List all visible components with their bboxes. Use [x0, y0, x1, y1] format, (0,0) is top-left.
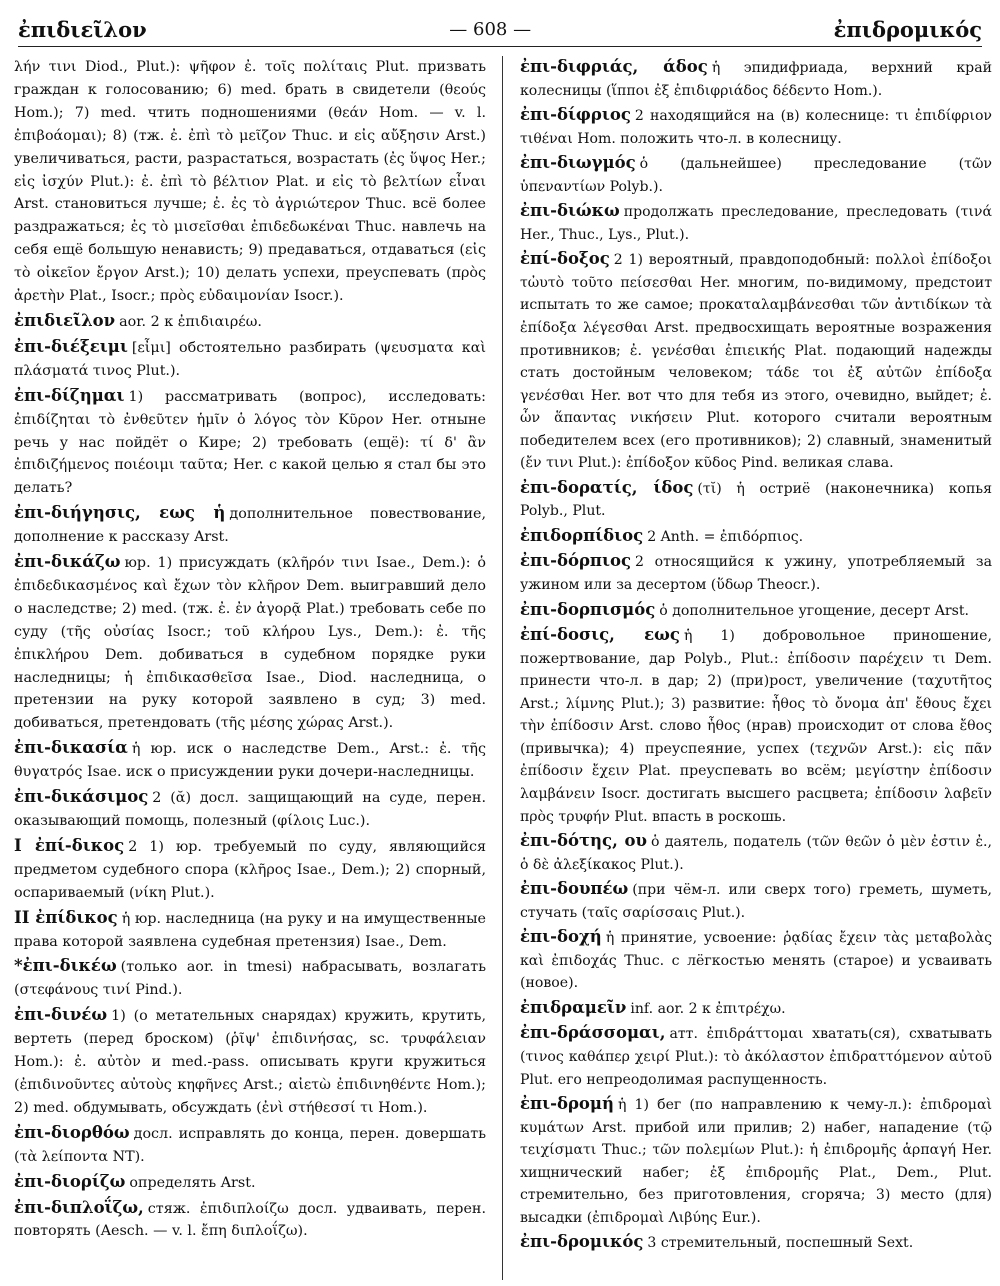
- entry-definition: (τῐ) ἡ остриё (наконечника) копья Polyb., Plut.: [520, 480, 992, 520]
- entry-definition: 2 находящийся на (в) колеснице: τι ἐπιδίφριον τιθέναι Hom. положить что-л. в колесницу.: [520, 108, 992, 147]
- entry-headword: ἐπί-δοξος: [520, 249, 610, 269]
- entry-headword: *ἐπι-δικέω: [14, 956, 117, 976]
- dictionary-entry: [520, 525, 992, 549]
- dictionary-entry: [14, 385, 486, 501]
- dictionary-entry: [520, 1022, 992, 1091]
- dictionary-entry: [520, 152, 992, 198]
- entry-definition: 2 (ᾰ) досл. защищающий на суде, перен. оказывающий помощь, полезный (φίλοις Luc.).: [14, 790, 486, 829]
- dictionary-entry: [14, 955, 486, 1002]
- left-column: [14, 56, 486, 1245]
- entry-headword: ἐπι-δόρπιος: [520, 551, 632, 571]
- entry-headword: II ἐπίδικος: [14, 907, 118, 927]
- dictionary-entry: [520, 200, 992, 246]
- entry-headword: ἐπι-διωγμός: [520, 153, 636, 173]
- entry-headword: ἐπιδραμεῖν: [520, 997, 627, 1017]
- entry-definition: ὁ даятель, податель (τῶν θεῶν ὁ μὲν ἐστιν ἐ., ὁ δὲ ἀλεξίκακος Plut.).: [520, 834, 993, 873]
- dictionary-columns: [0, 56, 1000, 1286]
- entry-definition: атт. ἐπιδράττομαι хватать(ся), схватывать (τινος καθάπερ χειρί Plut.): τὸ ἀκόλαστον ἐπιδραττόμενον αὐτοῦ Plut. его непреодолимая распущенность.: [520, 1026, 992, 1088]
- header-left-word: ἐπιδιεῖλον: [18, 16, 147, 42]
- dictionary-entry: [14, 336, 486, 383]
- entry-definition: ἡ 1) добровольное приношение, пожертвование, дар Polyb., Plut.: ἐπίδοσιν παρέχειν τι Dem. принести что-л. в дар; 2) (при)рост, увеличение (ταχυτῆτος Arst.; λίμνης Plut.); 3) развитие: ἦθος τὸ ὄνομα ἀπ' ἔθους ἔχει τὴν ἐπίδοσιν Arst. слово ἦθος (нрав) происходит от слова ἔθος (привычка); 4) преуспеяние, успех (τεχνῶν Arst.): εἰς πᾶν ἐπίδοσιν ἔχειν Plat. преуспевать во всём; μεγίστην ἐπίδοσιν λαμβάνειν Isocr. достигать высшего расцвета; ἐπίδοσιν λαβεῖν πρὸς τρυφήν Plut. впасть в роскошь.: [520, 628, 992, 825]
- entry-headword: ἐπι-δρομικός: [520, 1232, 644, 1252]
- entry-headword: ἐπι-δίφριος: [520, 105, 631, 125]
- entry-headword: I ἐπί-δικος: [14, 835, 125, 855]
- dictionary-entry: [14, 1004, 486, 1120]
- entry-definition: продолжать преследование, преследовать (τινά Her., Thuc., Lys., Plut.).: [520, 204, 992, 243]
- entry-headword: ἐπι-δικάσιμος: [14, 787, 149, 807]
- dictionary-entry: [14, 835, 486, 905]
- entry-definition: aor. 2 к ἐπιδιαιρέω.: [119, 313, 262, 330]
- entry-definition: ὁ дополнительное угощение, десерт Arst.: [659, 602, 970, 619]
- entry-headword: ἐπι-διέξειμι: [14, 336, 128, 356]
- entry-definition: стяж. ἐπιδιπλοίζω досл. удваивать, перен. повторять (Aesch. — v. l. ἔπη διπλοΐζω).: [14, 1200, 486, 1240]
- entry-definition: 3 стремительный, поспешный Sext.: [647, 1235, 914, 1252]
- entry-definition: λήν τινι Diod., Plut.): ψῆφον ἐ. τοῖς πολίταις Plut. призвать граждан к голосованию; 6) med. брать в свидетели (θεούς Hom.); 7) med. чтить подношениями (θεάν Hom. — v. l. ἐπιβοάομαι); 8) (тж. ἐ. ἐπὶ τὸ μεῖζον Thuc. и εἰς αὔξησιν Arst.) увеличиваться, расти, разрастаться, возрастать (ἐς ὕψος Her.; εἰς ἰσχύν Plut.): ἐ. ἐπὶ τὸ βέλτιον Plat. и εἰς τὸ βελτίων εἶναι Arst. становиться лучше; ἐ. ἐς τὸ ἀγριώτερον Thuc. всё более раздражаться; ἐς τὸ μισεῖσθαι ἐπιδεδωκέναι Thuc. навлечь на себя ещё большую ненависть; 9) предаваться, отдаваться (εἰς τὸ οἰκεῖον ἔργον Arst.); 10) делать успехи, преуспевать (πρὸς ἀρετὴν Plat., Isocr.; πρὸς εὐδαιμονίαν Isocr.).: [14, 59, 486, 305]
- page-header: [18, 12, 982, 47]
- dictionary-entry: [520, 878, 992, 924]
- entry-headword: ἐπι-διορίζω: [14, 1171, 126, 1191]
- entry-definition: ἡ принятие, усвоение: ῥᾳδίας ἔχειν τὰς μεταβολὰς καὶ ἐπιδοχάς Thuc. с лёгкостью менять (старое) и усваивать (новое).: [520, 930, 992, 992]
- entry-definition: досл. исправлять до конца, перен. довершать (τὰ λείποντα NT).: [14, 1125, 486, 1165]
- entry-definition: inf. aor. 2 к ἐπιτρέχω.: [630, 1000, 786, 1017]
- entry-headword: ἐπί-δοσις, εως: [520, 625, 680, 645]
- entry-headword: ἐπι-διώκω: [520, 201, 620, 221]
- entry-headword: ἐπι-δουπέω: [520, 879, 629, 899]
- entry-headword: ἐπι-δορατίς, ίδος: [520, 477, 694, 497]
- entry-headword: ἐπι-διορθόω: [14, 1122, 130, 1142]
- entry-definition: 1) (о метательных снарядах) кружить, крутить, вертеть (перед броском) (ῥῖψ' ἐπιδινήσας, sc. τρυφάλειαν Hom.): ἐ. αὐτὸν и med.-pass. описывать круги кружиться (ἐπιδινοῦντες αὐτοὺς κηφῆνες Arst.; αἰετὼ ἐπιδινηθέντε Hom.); 2) med. обдумывать, обсуждать (ἐνὶ στήθεσσί τι Hom.).: [14, 1008, 486, 1116]
- dictionary-entry: [520, 624, 992, 828]
- entry-headword: ἐπι-δότης, ου: [520, 831, 647, 851]
- dictionary-entry: [14, 1197, 486, 1244]
- right-column: [520, 56, 992, 1257]
- dictionary-entry: [520, 550, 992, 596]
- entry-headword: ἐπι-δορπισμός: [520, 599, 656, 619]
- entry-definition: ἡ эпидифриада, верхний край колесницы (ἵπποι ἐξ ἐπιδιφριάδος δέδεντο Hom.).: [520, 60, 992, 99]
- entry-definition: ἡ юр. иск о наследстве Dem., Arst.: ἐ. τῆς θυγατρός Isae. иск о присуждении руки дочери-наследницы.: [14, 741, 486, 781]
- dictionary-entry: [520, 1093, 992, 1229]
- dictionary-entry: [14, 551, 486, 735]
- entry-headword: ἐπι-διπλοΐζω,: [14, 1197, 144, 1217]
- entry-headword: ἐπι-διήγησις, εως ἡ: [14, 503, 226, 523]
- dictionary-entry: [14, 786, 486, 833]
- entry-definition: 2 1) вероятный, правдоподобный: πολλοὶ ἐπίδοξοι τὠυτὸ τοῦτο πείσεσθαι Her. многим, по-видимому, предстоит испытать то же самое; προκαταλαμβάνεσθαι τῶν ἀντιδίκων τὰ ἐπίδοξα λέγεσθαι Arst. предвосхищать вероятные возражения противников; ἐ. γενέσθαι ἐπιεικής Plat. подающий надежды стать достойным человеком; τάδε τοι ἐξ αὐτῶν ἐπίδοξα γενέσθαι Her. вот что для тебя из этого, очевидно, выйдет; ἐ. ὧν ἅπαντας νικήσειν Plut. которого считали вероятным победителем всех (его противников); 2) славный, знаменитый (ἔν τινι Plut.): ἐπίδοξον κῦδος Pind. великая слава.: [520, 252, 992, 472]
- entry-definition: (при чём-л. или сверх того) греметь, шуметь, стучать (ταῖς σαρίσσαις Plut.).: [520, 882, 992, 921]
- dictionary-entry: [520, 599, 992, 623]
- dictionary-entry: [520, 997, 992, 1021]
- dictionary-entry: [14, 56, 486, 308]
- dictionary-entry: [14, 737, 486, 784]
- dictionary-entry: [14, 907, 486, 954]
- entry-definition: 2 Anth. = ἐπιδόρπιος.: [647, 528, 804, 545]
- entry-headword: ἐπιδιεῖλον: [14, 310, 116, 330]
- dictionary-entry: [520, 104, 992, 150]
- dictionary-entry: [520, 1231, 992, 1255]
- entry-definition: юр. 1) присуждать (κλῆρόν τινι Isae., Dem.): ὁ ἐπιδεδικασμένος καὶ ἔχων τὸν κλῆρον Dem. выигравший дело о наследстве; 2) med. (тж. ἐ. ἐν ἀγορᾷ Plat.) требовать себе по суду (τῆς οὐσίας Isocr.; τοῦ κλήρου Lys., Dem.): ἐ. τῆς ἐπικλήρου Dem. добиваться в судебном порядке руки наследницы; ἡ ἐπιδικασθεῖσα Isae., Diod. наследница, о претензии на руку которой заявлено в суд; 3) med. добиваться, претендовать (τῆς μέσης χώρας Arst.).: [14, 555, 486, 732]
- entry-headword: ἐπι-δοχή: [520, 927, 602, 947]
- entry-definition: 2 относящийся к ужину, употребляемый за ужином или за десертом (ὕδωρ Theocr.).: [520, 554, 992, 594]
- entry-headword: ἐπι-δικάζω: [14, 552, 121, 572]
- dictionary-entry: [520, 926, 992, 995]
- dictionary-entry: [520, 248, 992, 474]
- dictionary-entry: [14, 310, 486, 334]
- entry-definition: ἡ 1) бег (по направлению к чему-л.): ἐπιδρομαὶ κυμάτων Arst. прибой или прилив; 2) набег, нападение (τῷ τειχίσματι Thuc.; τῶν πολεμίων Plut.): ἡ ἐπιδρομῆς ἁρπαγή Her. хищнический набег; ἐξ ἐπιδρομῆς Plat., Dem., Plut. стремительно, без приготовления, сгоряча; 3) место (для) высадки (ἐπιδρομαὶ Λιβύης Eur.).: [520, 1097, 992, 1226]
- entry-headword: ἐπι-δικασία: [14, 738, 128, 758]
- dictionary-entry: [14, 502, 486, 549]
- entry-definition: ὁ (дальнейшее) преследование (τῶν ὑπεναντίων Polyb.).: [520, 156, 992, 195]
- dictionary-entry: [520, 830, 992, 876]
- dictionary-entry: [14, 1122, 486, 1169]
- entry-headword: ἐπιδορπίδιος: [520, 525, 644, 545]
- entry-headword: ἐπι-δινέω: [14, 1005, 108, 1025]
- entry-definition: определять Arst.: [129, 1174, 256, 1191]
- entry-definition: дополнительное повествование, дополнение к рассказу Arst.: [14, 506, 487, 546]
- dictionary-entry: [520, 477, 992, 523]
- entry-definition: [εἶμι] обстоятельно разбирать (ψευσματα καὶ πλάσματά τινος Plut.).: [14, 339, 486, 379]
- entry-headword: ἐπι-δίζημαι: [14, 385, 125, 405]
- entry-headword: ἐπι-δρομή: [520, 1094, 614, 1114]
- page-number: — 608 —: [449, 18, 532, 40]
- entry-definition: 1) рассматривать (вопрос), исследовать: ἐπιδίζηται τὸ ἐνθεῦτεν ἡμῖν ὁ λόγος τὸν Κῦρον Her. отныне речь у нас пойдёт о Кире; 2) требовать (ещё): τί δ' ἂν ἐπιδιζήμενος ποιέοιμι ταῦτα; Her. с какой целью я стал бы это делать?: [14, 388, 486, 497]
- entry-definition: ἡ юр. наследница (на руку и на имущественные права которой заявлена судебная претензия) Isae., Dem.: [14, 910, 486, 950]
- entry-headword: ἐπι-διφριάς, άδος: [520, 57, 708, 76]
- entry-definition: (только aor. in tmesi) набрасывать, возлагать (στεφάνους τινί Pind.).: [14, 959, 486, 999]
- entry-headword: ἐπι-δράσσομαι,: [520, 1023, 666, 1043]
- dictionary-entry: [14, 1171, 486, 1195]
- entry-definition: 2 1) юр. требуемый по суду, являющийся предметом судебного спора (κλῆρος Isae., Dem.); 2) спорный, оспариваемый (νίκη Plut.).: [14, 838, 486, 901]
- header-right-word: ἐπιδρομικός: [833, 16, 982, 42]
- dictionary-entry: [520, 56, 992, 102]
